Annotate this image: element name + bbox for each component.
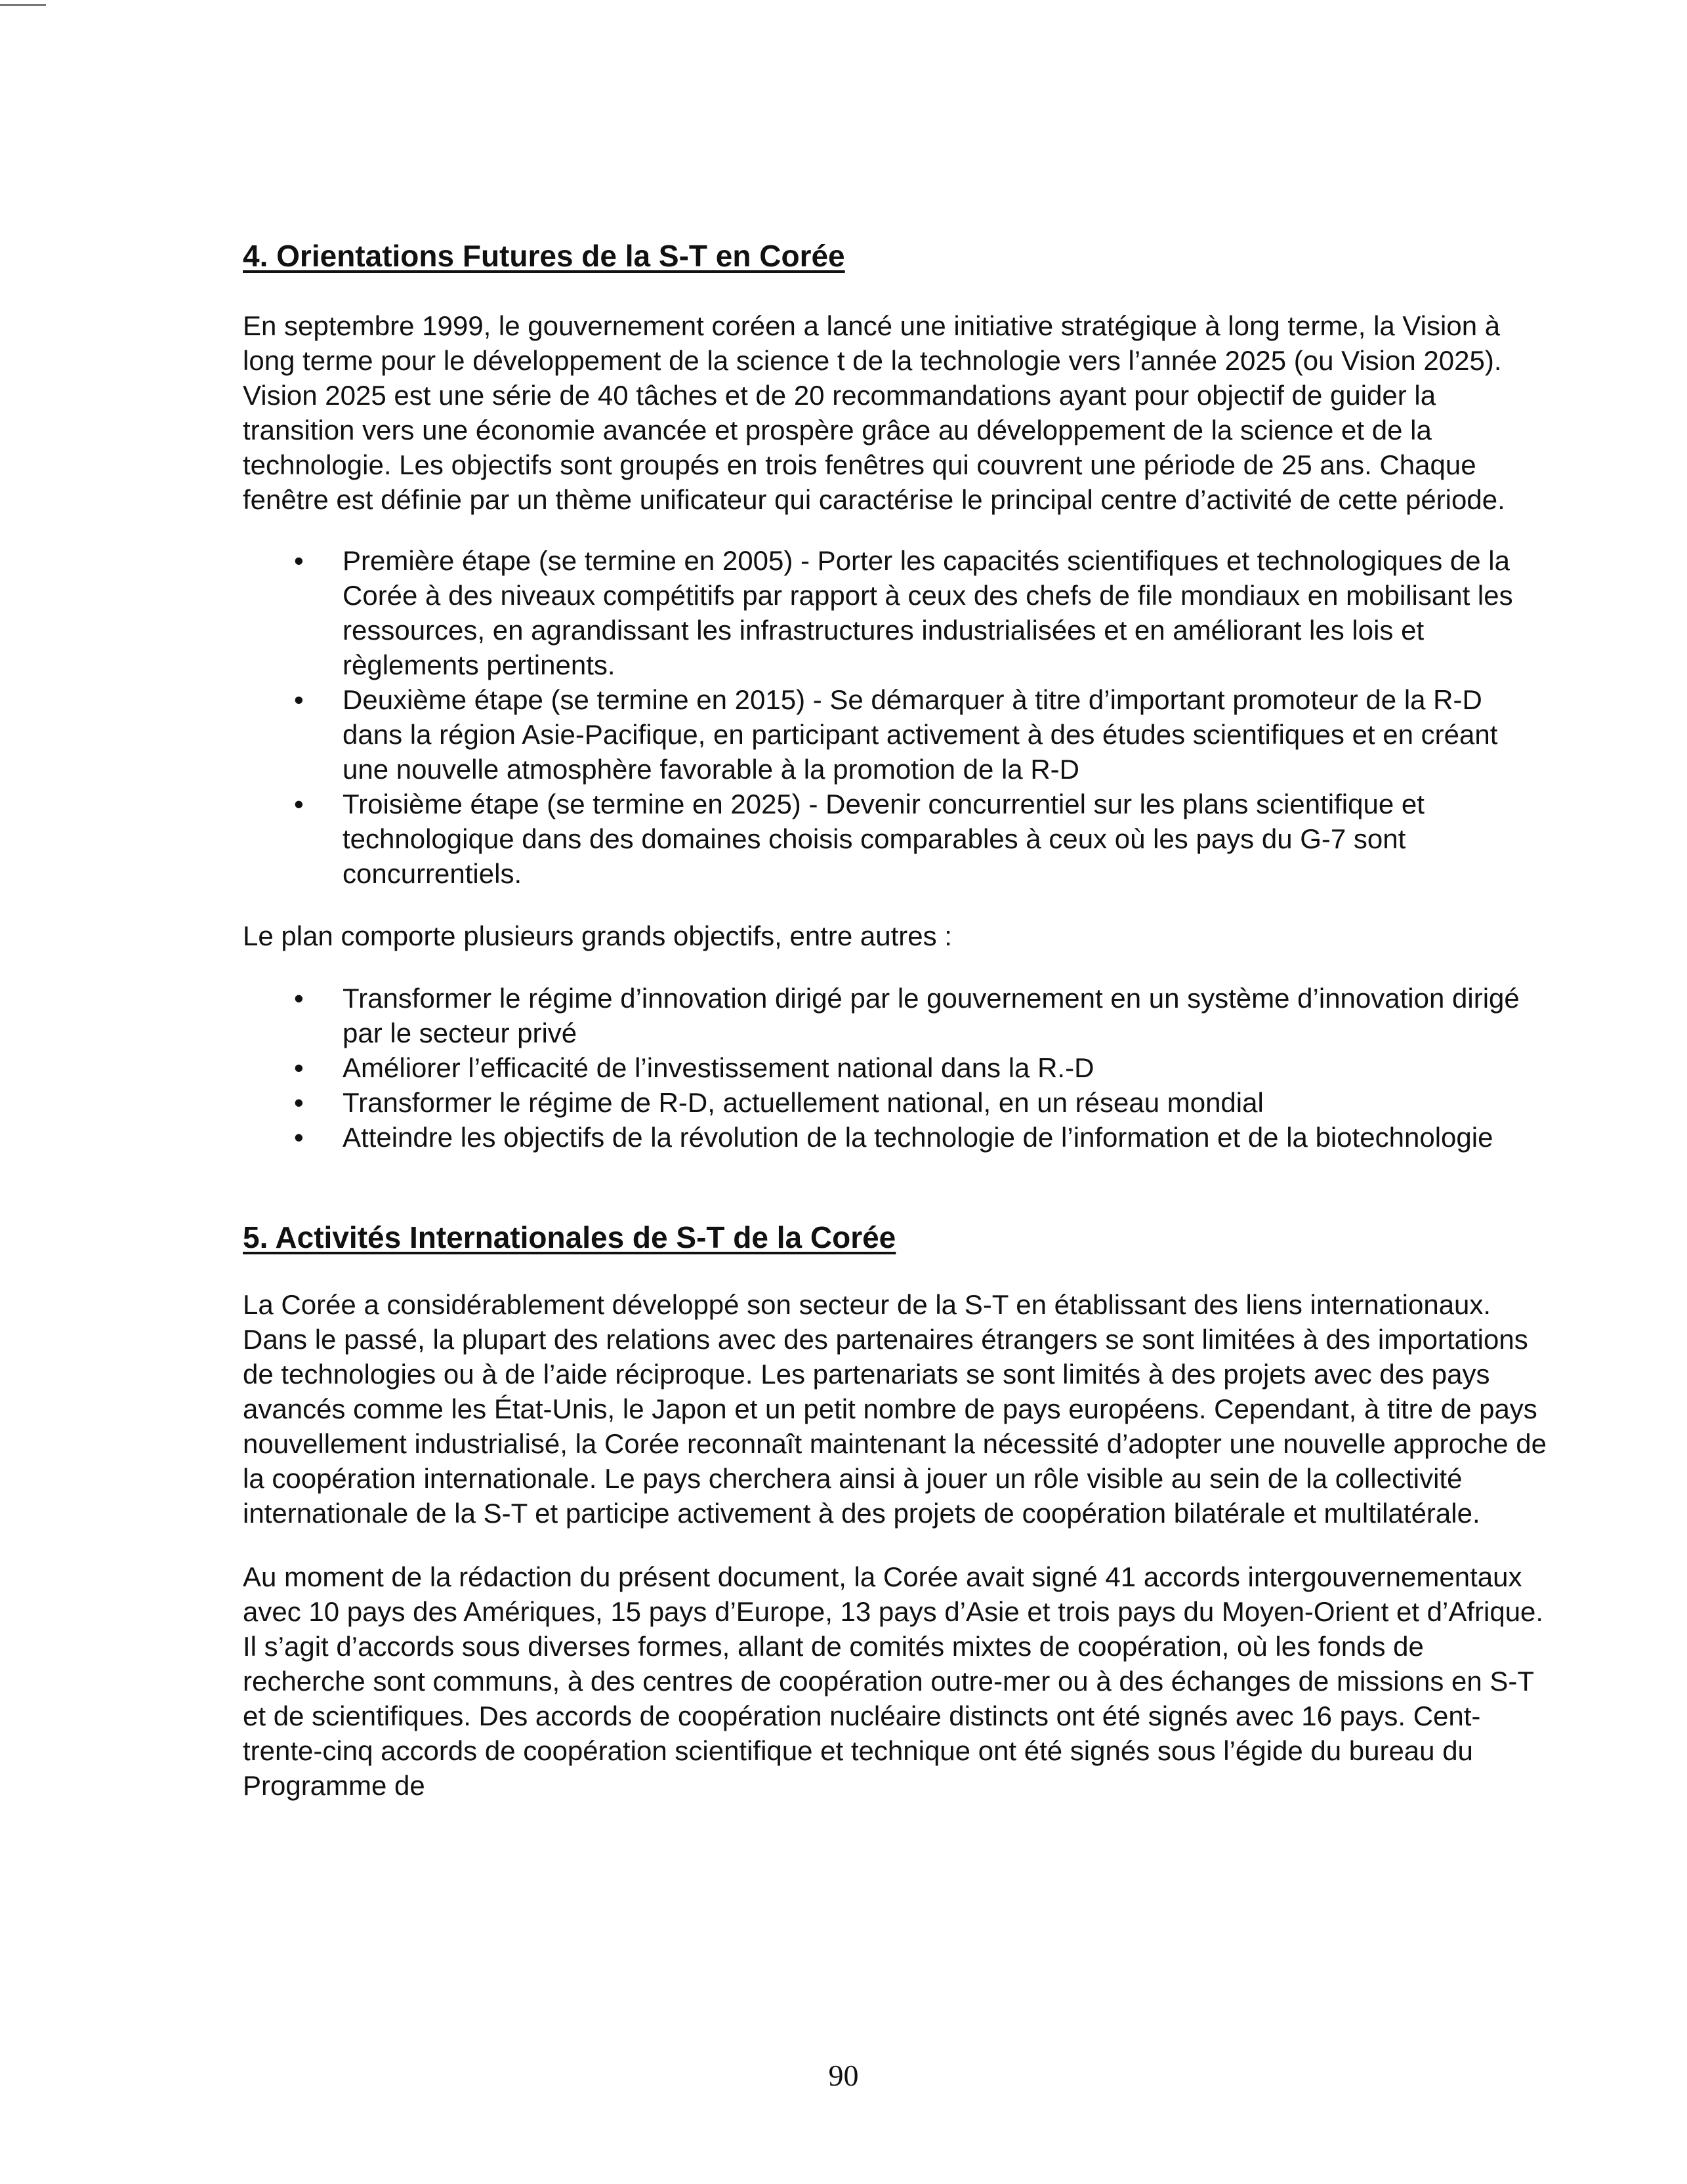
section-5-paragraph-1: La Corée a considérablement développé son secteur de la S-T en établissant des liens internationaux. Dans le passé, la plupart des relations avec des partenaires étrangers se sont limitées à des importations de technologies ou à de l’aide réciproque. Les partenariats se sont limités à des projets avec des pays avancés comme les État-Unis, le Japon et un petit nombre de pays européens. Cependant, à titre de pays nouvellement industrialisé, la Corée reconnaît maintenant la nécessité d’adopter une nouvelle approche de la coopération internationale. Le pays cherchera ainsi à jouer un rôle visible au sein de la collectivité internationale de la S-T et participe activement à des projets de coopération bilatérale et multilatérale. xyxy=(243,1289,1547,1529)
section-5-heading: 5. Activités Internationales de S-T de la Corée xyxy=(243,1220,896,1254)
stages-list xyxy=(243,543,1549,891)
list-item: • Première étape (se termine en 2005) - Porter les capacités scientifiques et technologiques de la Corée à des niveaux compétitifs par rapport à ceux des chefs de file mondiaux en mobilisant les ressources, en agrandissant les infrastructures industrialisées et en améliorant les lois et règlements pertinents. xyxy=(243,543,1549,682)
section-5-paragraph-2: Au moment de la rédaction du présent document, la Corée avait signé 41 accords intergouvernementaux avec 10 pays des Amériques, 15 pays d’Europe, 13 pays d’Asie et trois pays du Moyen-Orient et d’Afrique. Il s’agit d’accords sous diverses formes, allant de comités mixtes de coopération, où les fonds de recherche sont communs, à des centres de coopération outre-mer ou à des échanges de missions en S-T et de scientifiques. Des accords de coopération nucléaire distincts ont été signés avec 16 pays. Cent-trente-cinq accords de coopération scientifique et technique ont été signés sous l’égide du bureau du Programme de xyxy=(243,1561,1544,1801)
section-4-intro-paragraph: En septembre 1999, le gouvernement coréen a lancé une initiative stratégique à long terme, la Vision à long terme pour le développement de la science t de la technologie vers l’année 2025 (ou Vision 2025). Vision 2025 est une série de 40 tâches et de 20 recommandations ayant pour objectif de guider la transition vers une économie avancée et prospère grâce au développement de la science et de la technologie. Les objectifs sont groupés en trois fenêtres qui couvrent une période de 25 ans. Chaque fenêtre est définie par un thème unificateur qui caractérise le principal centre d’activité de cette période. xyxy=(243,310,1505,515)
list-item: • Troisième étape (se termine en 2025) - Devenir concurrentiel sur les plans scientifique et technologique dans des domaines choisis comparables à ceux où les pays du G-7 sont concurrentiels. xyxy=(243,787,1549,891)
list-item: • Atteindre les objectifs de la révolution de la technologie de l’information et de la biotechnologie xyxy=(243,1120,1549,1155)
objectives-list xyxy=(243,981,1549,1155)
list-item: • Transformer le régime de R-D, actuellement national, en un réseau mondial xyxy=(243,1085,1549,1120)
scan-artifact-line xyxy=(0,4,46,6)
document-page xyxy=(243,236,1549,1803)
page-number: 90 xyxy=(828,2059,859,2092)
section-4-heading: 4. Orientations Futures de la S-T en Corée xyxy=(243,239,845,273)
objectives-intro: Le plan comporte plusieurs grands objectifs, entre autres : xyxy=(243,920,952,951)
list-item: • Améliorer l’efficacité de l’investissement national dans la R.-D xyxy=(243,1050,1549,1085)
list-item: • Transformer le régime d’innovation dirigé par le gouvernement en un système d’innovation dirigé par le secteur privé xyxy=(243,981,1549,1050)
list-item: • Deuxième étape (se termine en 2015) - Se démarquer à titre d’important promoteur de la R-D dans la région Asie-Pacifique, en participant activement à des études scientifiques et en créant une nouvelle atmosphère favorable à la promotion de la R-D xyxy=(243,682,1549,787)
